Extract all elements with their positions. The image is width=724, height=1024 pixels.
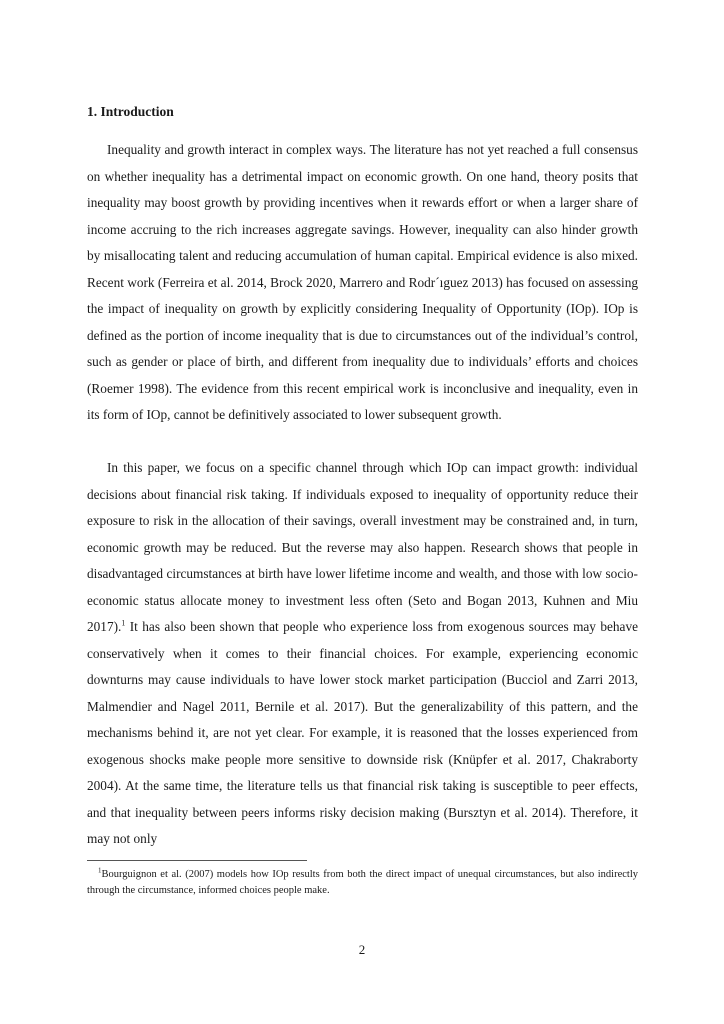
footnote-marker: 1 [98,866,102,875]
paragraph-2 [87,455,638,853]
page-number: 2 [358,942,366,957]
paragraph-1: Inequality and growth interact in complex ways. The literature has not yet reached a full consensus on whether inequality has a detrimental impact on economic growth. On one hand, theory posits that inequality may boost growth by providing incentives when it rewards effort or when a larger share of income accruing to the rich increases aggregate savings. However, inequality can also hinder growth by misallocating talent and reducing accumulation of human capital. Empirical evidence is also mixed. Recent work (Ferreira et al. 2014, Brock 2020, Marrero and Rodr´ıguez 2013) has focused on assessing the impact of inequality on growth by explicitly considering Inequality of Opportunity (IOp). IOp is defined as the portion of income inequality that is due to circumstances out of the individual’s control, such as gender or place of birth, and different from inequality due to individuals’ efforts and choices (Roemer 1998). The evidence from this recent empirical work is inconclusive and inequality, even in its form of IOp, cannot be definitively associated to lower subsequent growth. [87,142,638,422]
footnote-text: Bourguignon et al. (2007) models how IOp results from both the direct impact of unequal circumstances, but also indirectly through the circumstance, informed choices people make. [87,869,638,896]
footnote-reference[interactable]: 1 [121,618,126,628]
footnote [87,867,638,899]
section-heading: 1. Introduction [87,104,174,119]
footnote-divider [87,860,307,861]
paragraph-2-part-a: In this paper, we focus on a specific channel through which IOp can impact growth: individual decisions about financial risk taking. If individuals exposed to inequality of opportunity reduce their exposure to risk in the allocation of their savings, overall investment may be constrained and, in turn, economic growth may be reduced. But the reverse may also happen. Research shows that people in disadvantaged circumstances at birth have lower lifetime income and wealth, and those with low socio-economic status allocate money to investment less often (Seto and Bogan 2013, Kuhnen and Miu 2017). [87,460,638,634]
paragraph-2-part-b: It has also been shown that people who experience loss from exogenous sources may behave conservatively when it comes to their financial choices. For example, experiencing economic downturns may cause individuals to have lower stock market participation (Bucciol and Zarri 2013, Malmendier and Nagel 2011, Bernile et al. 2017). But the generalizability of this pattern, and the mechanisms behind it, are not yet clear. For example, it is reasoned that the losses experienced from exogenous shocks make people more sensitive to downside risk (Knüpfer et al. 2017, Chakraborty 2004). At the same time, the literature tells us that financial risk taking is susceptible to peer effects, and that inequality between peers informs risky decision making (Bursztyn et al. 2014). Therefore, it may not only [87,619,638,846]
